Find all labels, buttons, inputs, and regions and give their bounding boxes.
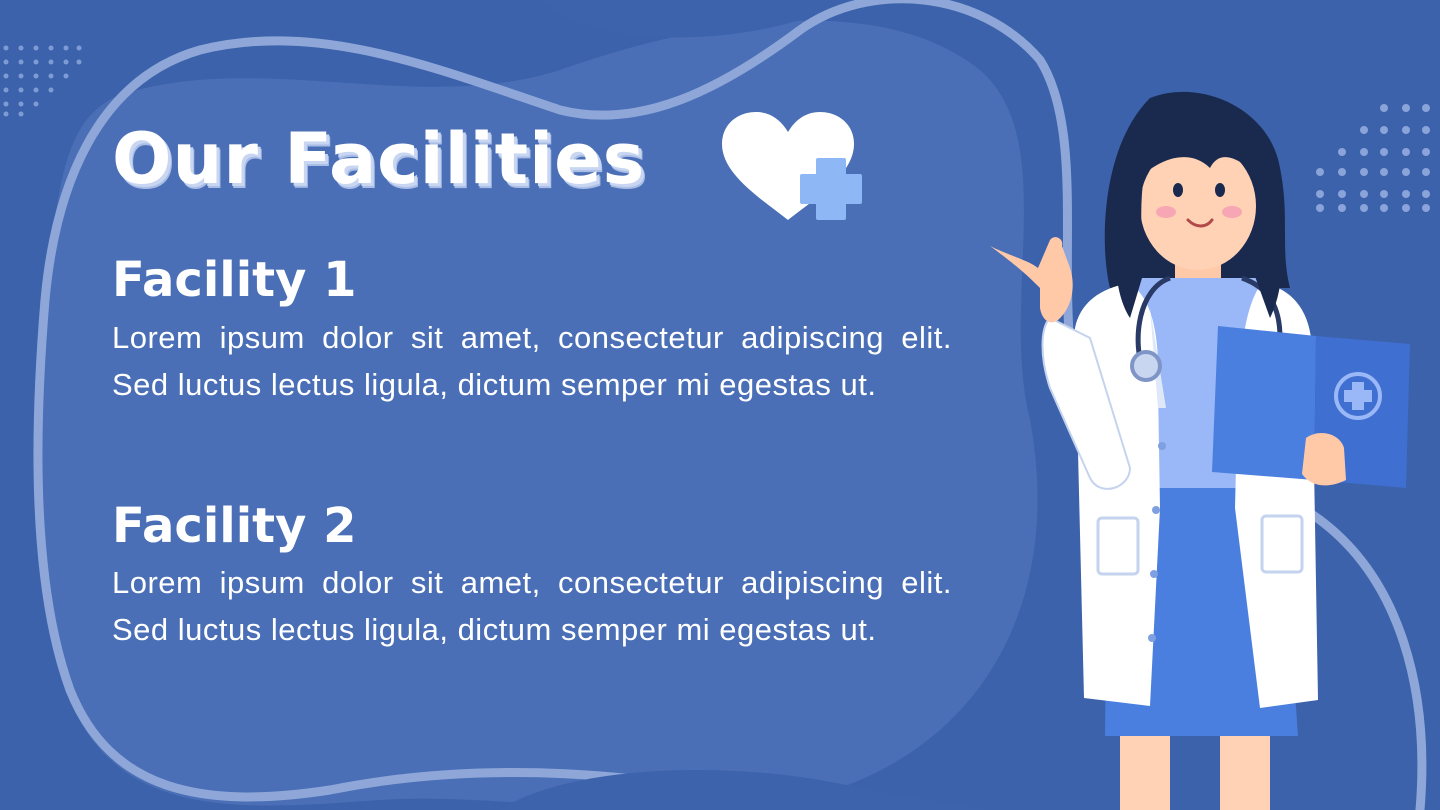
facility-2-heading: Facility 2 <box>112 498 357 554</box>
facility-1-heading: Facility 1 <box>112 252 357 308</box>
heart-plus-icon <box>720 112 866 224</box>
dot-pattern-top-left <box>0 40 90 120</box>
slide-title: Our Facilities <box>112 118 646 200</box>
doctor-illustration <box>980 88 1420 810</box>
facility-1-text: Lorem ipsum dolor sit amet, consectetur adipiscing elit. Sed luctus lectus ligula, dictum semper mi egestas ut. <box>112 320 952 402</box>
facility-2-text: Lorem ipsum dolor sit amet, consectetur adipiscing elit. Sed luctus lectus ligula, dictum semper mi egestas ut. <box>112 565 952 647</box>
